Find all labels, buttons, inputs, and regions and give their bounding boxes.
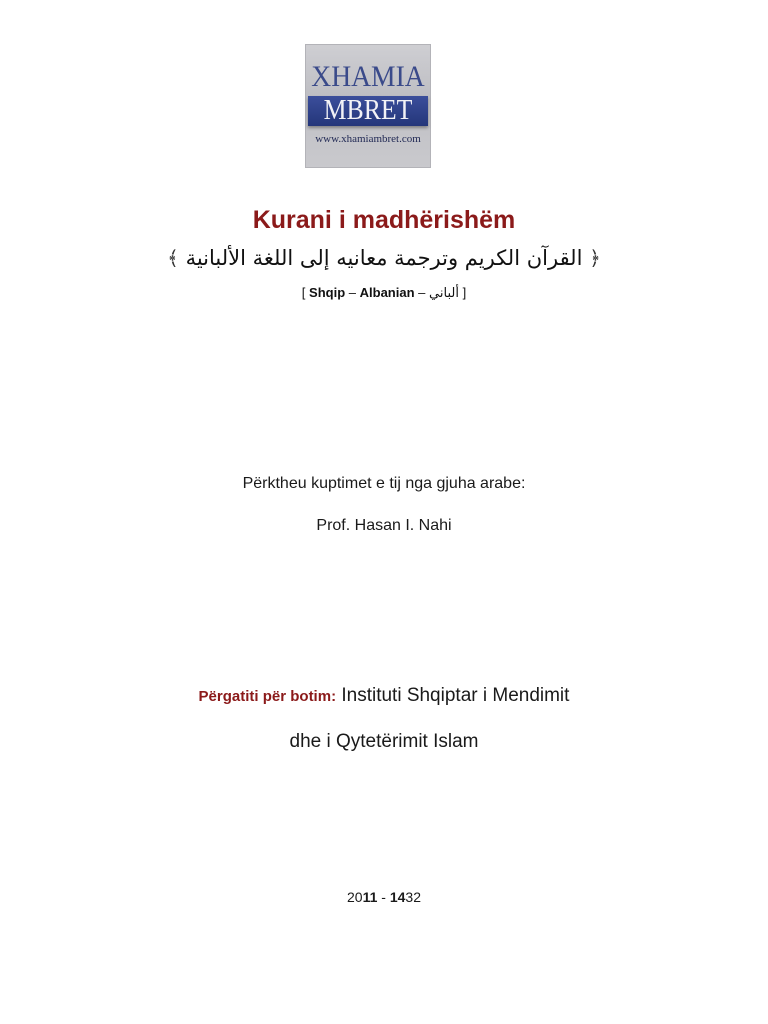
year-separator: - [377,889,390,905]
subtitle-lang-en: Albanian [359,285,415,300]
logo-band [308,96,428,126]
language-subtitle [0,284,768,302]
xhamia-mbret-logo [305,44,431,168]
subtitle-lang-sq: Shqip [309,285,346,300]
publication-year [0,887,768,907]
subtitle-dash-1: – [348,285,357,300]
arabic-title-text: القرآن الكريم وترجمة معانيه إلى اللغة الألبانية [185,246,583,270]
arabic-title [0,243,768,273]
translator-name: Prof. Hasan I. Nahi [316,517,452,534]
year-part-2: 11 [362,889,378,905]
subtitle-close-bracket: ] [462,285,467,300]
year-part-4: 32 [405,889,421,905]
logo-line2: MBRET [323,95,413,126]
year-part-3: 14 [389,889,406,905]
ornate-close-bracket: ﴾ [167,246,179,270]
document-title: Kurani i madhërishëm [252,206,516,234]
logo-line1: XHAMIA [311,60,425,93]
subtitle-lang-ar: ألباني [429,285,459,300]
subtitle-open-bracket: [ [301,285,306,300]
ornate-open-bracket: ﴿ [589,246,601,270]
prepared-line-2: dhe i Qytetërimit Islam [289,731,479,752]
logo-url: www.xhamiambret.com [315,133,421,145]
translated-by-label: Përktheu kuptimet e tij nga gjuha arabe: [242,475,526,492]
year-part-1: 20 [347,889,363,905]
prepared-label: Përgatiti për botim: [198,688,337,705]
prepared-line-1 [0,683,768,710]
subtitle-dash-2: – [418,285,426,300]
prepared-institute: Instituti Shqiptar i Mendimit [341,685,570,706]
